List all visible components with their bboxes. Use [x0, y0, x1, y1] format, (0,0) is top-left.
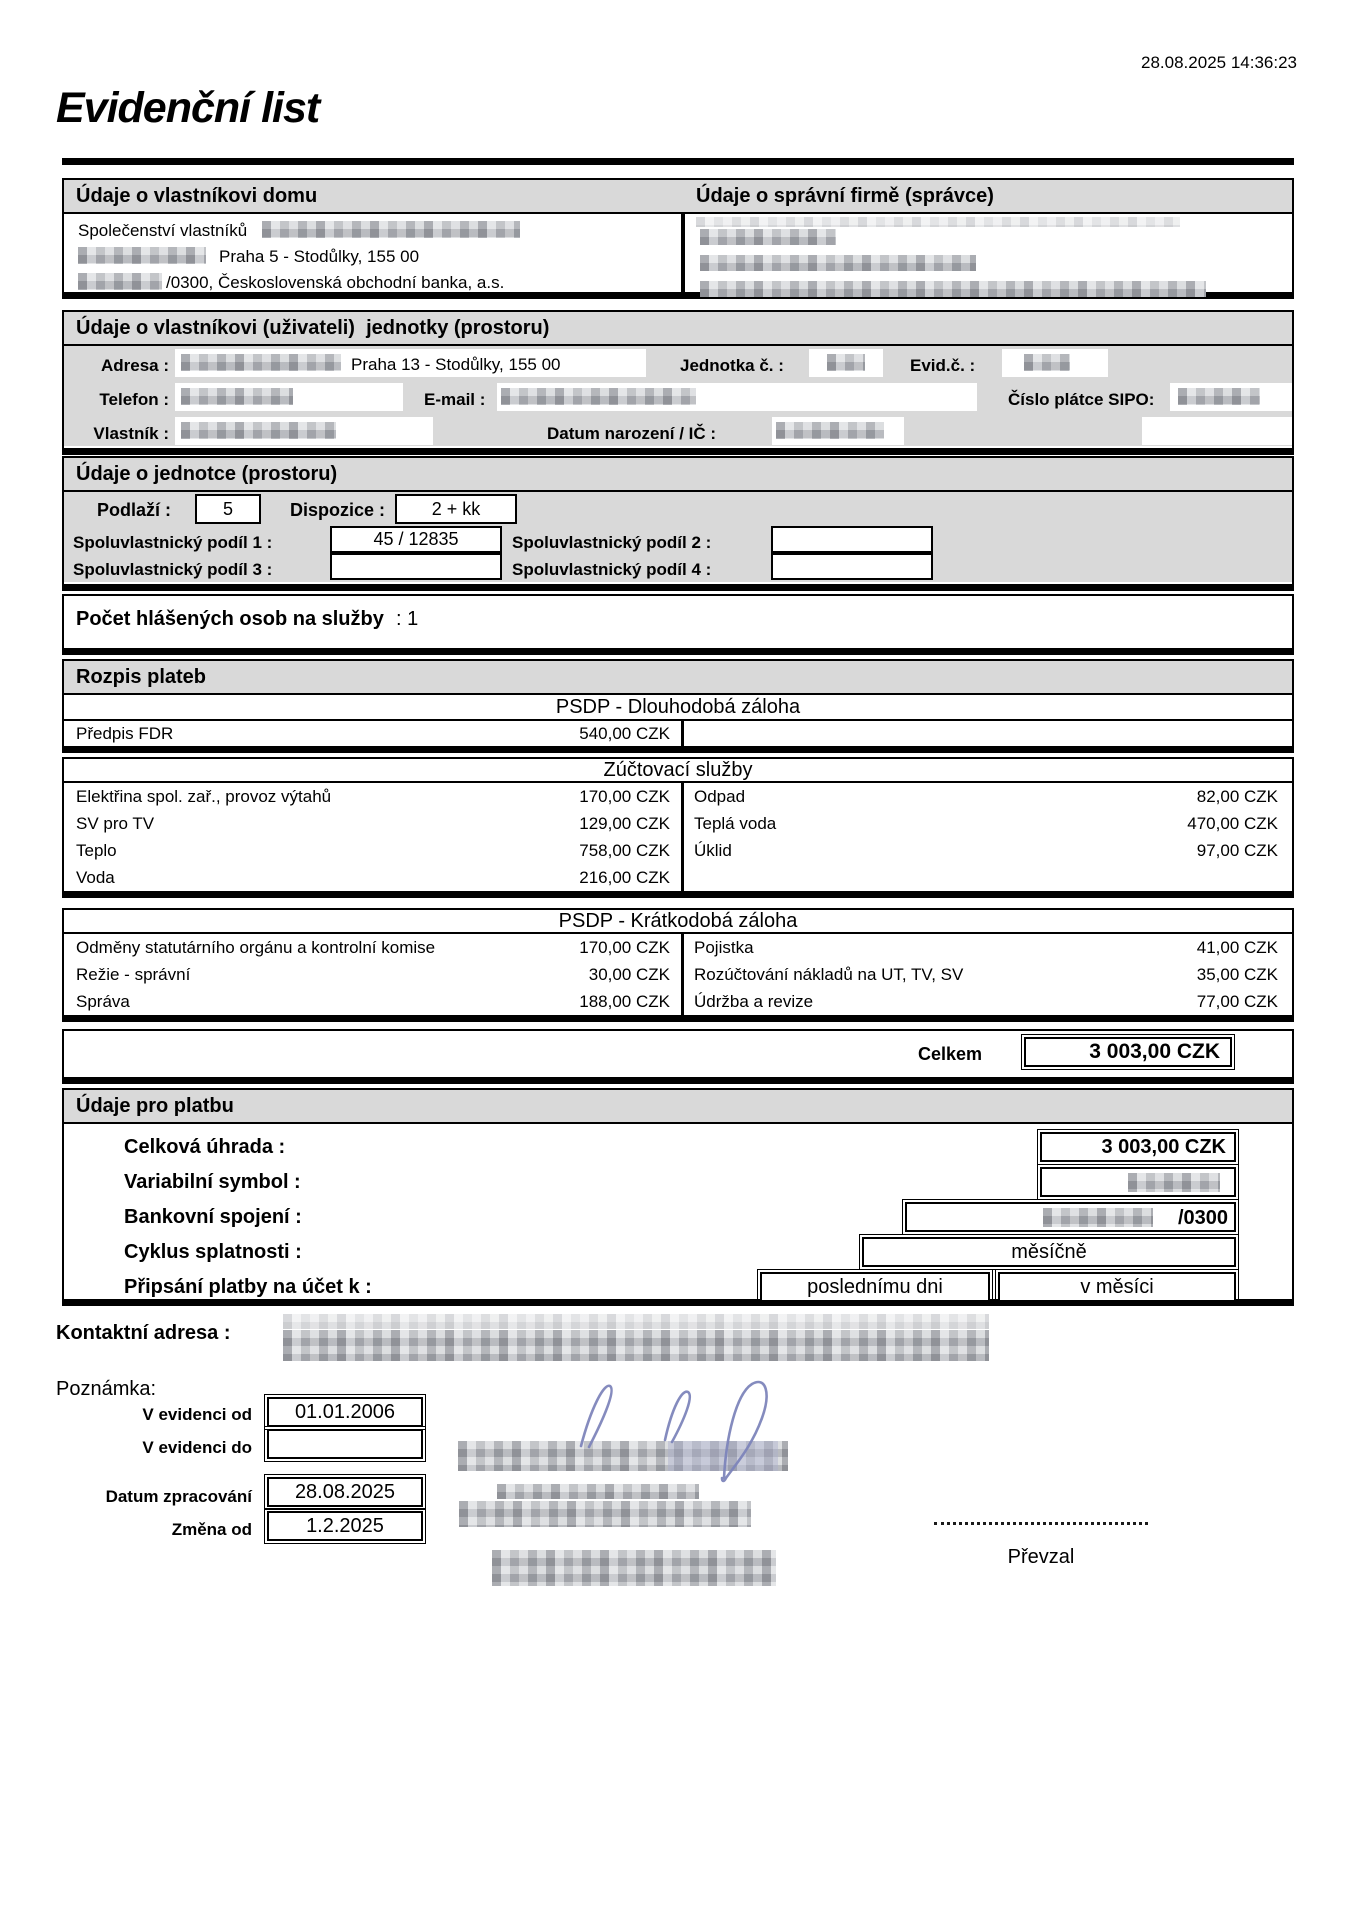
payment-amount: 540,00 CZK [579, 724, 670, 743]
process-date-label: Datum zpracování [105, 1487, 252, 1506]
redacted-block [696, 217, 1180, 227]
payment-amount: 216,00 CZK [579, 868, 670, 887]
payment-row [64, 961, 1292, 988]
unit-data-title: Údaje o jednotce (prostoru) [76, 463, 338, 485]
payment-label: Odpad [694, 787, 746, 806]
bank-suffix: /0300 [1177, 1207, 1228, 1229]
sipo-field [1170, 383, 1292, 411]
group1-subheader: Zúčtovací služby [64, 759, 1292, 783]
payment-label: Správa [76, 992, 130, 1011]
redacted-block [78, 273, 162, 290]
section-billing-services [62, 757, 1294, 898]
redacted-block [283, 1314, 989, 1329]
redacted-block [1178, 388, 1260, 405]
payment-label: Pojistka [694, 938, 754, 957]
payment-row [64, 864, 1292, 891]
payment-row [64, 988, 1292, 1015]
address-label: Adresa : [100, 356, 169, 375]
redacted-block [1128, 1173, 1220, 1192]
bank-connection-box [905, 1202, 1236, 1232]
redacted-block [283, 1330, 989, 1361]
persons-label: Počet hlášených osob na služby [76, 608, 384, 630]
layout-label: Dispozice : [290, 500, 386, 520]
contact-address-label: Kontaktní adresa : [56, 1322, 231, 1344]
evid-to-label: V evidenci do [142, 1438, 252, 1457]
group2-rows [64, 934, 1292, 1015]
address-field [175, 349, 646, 377]
payment-label: Předpis FDR [76, 724, 174, 743]
redacted-block [181, 422, 336, 439]
section-unit-user-header [64, 312, 1292, 346]
payment-row [64, 810, 1292, 837]
payment-amount: 82,00 CZK [1196, 787, 1278, 806]
email-field [497, 383, 977, 411]
payment-label: Údržba a revize [694, 992, 814, 1011]
evid-from-box: 01.01.2006 [267, 1397, 423, 1427]
payment-info-title: Údaje pro platbu [76, 1095, 234, 1117]
section-short-term [62, 908, 1294, 1022]
evid-to-box [267, 1429, 423, 1459]
variable-symbol-label: Variabilní symbol : [124, 1171, 301, 1193]
payment-amount: 77,00 CZK [1196, 992, 1278, 1011]
payment-amount: 97,00 CZK [1196, 841, 1278, 860]
share1-field: 45 / 12835 [330, 526, 502, 553]
payment-info-header [64, 1090, 1292, 1124]
redacted-block [1024, 354, 1070, 371]
bank-connection-label: Bankovní spojení : [124, 1206, 302, 1228]
payments-title: Rozpis plateb [76, 666, 207, 688]
payment-amount: 470,00 CZK [1187, 814, 1278, 833]
payment-amount: 30,00 CZK [588, 965, 670, 984]
title-rule [62, 158, 1294, 165]
group2-subheader: PSDP - Krátkodobá záloha [64, 910, 1292, 934]
section-house-owner [62, 178, 1294, 299]
phone-field [175, 383, 403, 411]
payment-row [64, 934, 1292, 961]
payment-row [64, 837, 1292, 864]
redacted-block [78, 247, 206, 264]
section-unit-data [62, 456, 1294, 591]
section-payments [62, 659, 1294, 753]
payment-label: Teplá voda [694, 814, 777, 833]
payment-label: Teplo [76, 841, 117, 860]
section-house-owner-header [64, 180, 1292, 214]
owner-field [175, 417, 433, 445]
redacted-block [700, 281, 1206, 297]
variable-symbol-box [1040, 1167, 1236, 1197]
evid-number-field [1002, 349, 1108, 377]
share4-field [771, 553, 933, 580]
section-unit-data-header [64, 458, 1292, 492]
credit-day-box: poslednímu dni [760, 1272, 990, 1302]
floor-label: Podlaží : [97, 500, 172, 520]
unit-number-label: Jednotka č. : [680, 356, 784, 375]
payment-label: Úklid [694, 841, 732, 860]
persons-value: : 1 [396, 608, 419, 630]
redacted-stamp-block [492, 1550, 776, 1586]
signature-handwriting [548, 1374, 808, 1499]
payment-label: Voda [76, 868, 115, 887]
total-payment-label: Celková úhrada : [124, 1136, 286, 1158]
share2-label: Spoluvlastnický podíl 2 : [512, 533, 712, 552]
floor-field: 5 [195, 494, 261, 524]
payment-label: Režie - správní [76, 965, 191, 984]
share4-label: Spoluvlastnický podíl 4 : [512, 560, 712, 579]
payment-amount: 188,00 CZK [579, 992, 670, 1011]
admin-title: Údaje o správní firmě (správce) [696, 185, 994, 207]
share2-field [771, 526, 933, 553]
payment-amount: 129,00 CZK [579, 814, 670, 833]
change-from-label: Změna od [171, 1520, 252, 1539]
section-unit-user-body [64, 346, 1292, 446]
evid-from-label: V evidenci od [142, 1405, 252, 1424]
section-unit-user [62, 310, 1294, 455]
payment-label: Odměny statutárního orgánu a kontrolní komise [76, 938, 436, 957]
payment-amount: 170,00 CZK [579, 938, 670, 957]
redacted-block [181, 354, 341, 371]
empty-field [1142, 417, 1292, 445]
payment-row [64, 783, 1292, 810]
payment-amount: 41,00 CZK [1196, 938, 1278, 957]
redacted-block [501, 388, 696, 405]
total-value-box: 3 003,00 CZK [1024, 1037, 1232, 1067]
payment-amount: 170,00 CZK [579, 787, 670, 806]
redacted-block [700, 229, 836, 245]
section-total [62, 1029, 1294, 1084]
process-date-box: 28.08.2025 [267, 1477, 423, 1507]
share1-label: Spoluvlastnický podíl 1 : [73, 533, 273, 552]
print-timestamp: 28.08.2025 14:36:23 [1141, 53, 1297, 72]
redacted-stamp-block [459, 1501, 751, 1527]
house-line3-text: /0300, Československá obchodní banka, a.s. [166, 273, 505, 292]
redacted-block [262, 221, 520, 238]
credit-label: Připsání platby na účet k : [124, 1276, 372, 1298]
redacted-block [827, 354, 865, 371]
share3-field [330, 553, 502, 580]
cycle-box: měsíčně [862, 1237, 1236, 1267]
group1-rows [64, 783, 1292, 891]
note-label: Poznámka: [56, 1378, 157, 1400]
payment-label: SV pro TV [76, 814, 155, 833]
unit-number-field [809, 349, 883, 377]
section-payment-info [62, 1088, 1294, 1306]
owner-label: Vlastník : [93, 424, 169, 443]
layout-field: 2 + kk [395, 494, 517, 524]
redacted-block [776, 422, 884, 439]
cycle-label: Cyklus splatnosti : [124, 1241, 302, 1263]
payment-label: Elektřina spol. zař., provoz výtahů [76, 787, 332, 806]
payment-info-body [64, 1124, 1292, 1299]
payment-row [64, 721, 1292, 746]
share3-label: Spoluvlastnický podíl 3 : [73, 560, 273, 579]
payment-label: Rozúčtování nákladů na UT, TV, SV [694, 965, 964, 984]
section-persons [62, 594, 1294, 655]
page-title: Evidenční list [56, 84, 320, 132]
birth-date-label: Datum narození / IČ : [547, 424, 717, 443]
birth-date-field [772, 417, 904, 445]
change-from-box: 1.2.2025 [267, 1511, 423, 1541]
email-label: E-mail : [424, 390, 486, 409]
house-line1-prefix: Společenství vlastníků [78, 221, 248, 240]
group0-rows [64, 721, 1292, 746]
house-line2-text: Praha 5 - Stodůlky, 155 00 [219, 247, 420, 266]
signature-dotted-line [934, 1522, 1148, 1525]
payment-amount: 758,00 CZK [579, 841, 670, 860]
redacted-block [181, 388, 293, 405]
section-unit-data-body [64, 492, 1292, 582]
payments-header [64, 661, 1292, 695]
unit-user-title: Údaje o vlastníkovi (uživateli) jednotky (prostoru) [76, 317, 550, 339]
redacted-block [1043, 1208, 1153, 1227]
group0-subheader: PSDP - Dlouhodobá záloha [64, 695, 1292, 721]
credit-month-box: v měsíci [998, 1272, 1236, 1302]
redacted-block [700, 255, 976, 271]
received-label: Převzal [1007, 1546, 1075, 1568]
total-label: Celkem [917, 1044, 982, 1064]
section-house-owner-body [64, 214, 1292, 290]
phone-label: Telefon : [99, 390, 169, 409]
address-value: Praha 13 - Stodůlky, 155 00 [351, 355, 561, 374]
evid-number-label: Evid.č. : [910, 356, 976, 375]
house-owner-title: Údaje o vlastníkovi domu [76, 185, 318, 207]
payment-amount: 35,00 CZK [1196, 965, 1278, 984]
sipo-label: Číslo plátce SIPO: [1008, 390, 1155, 409]
total-payment-box: 3 003,00 CZK [1040, 1132, 1236, 1162]
